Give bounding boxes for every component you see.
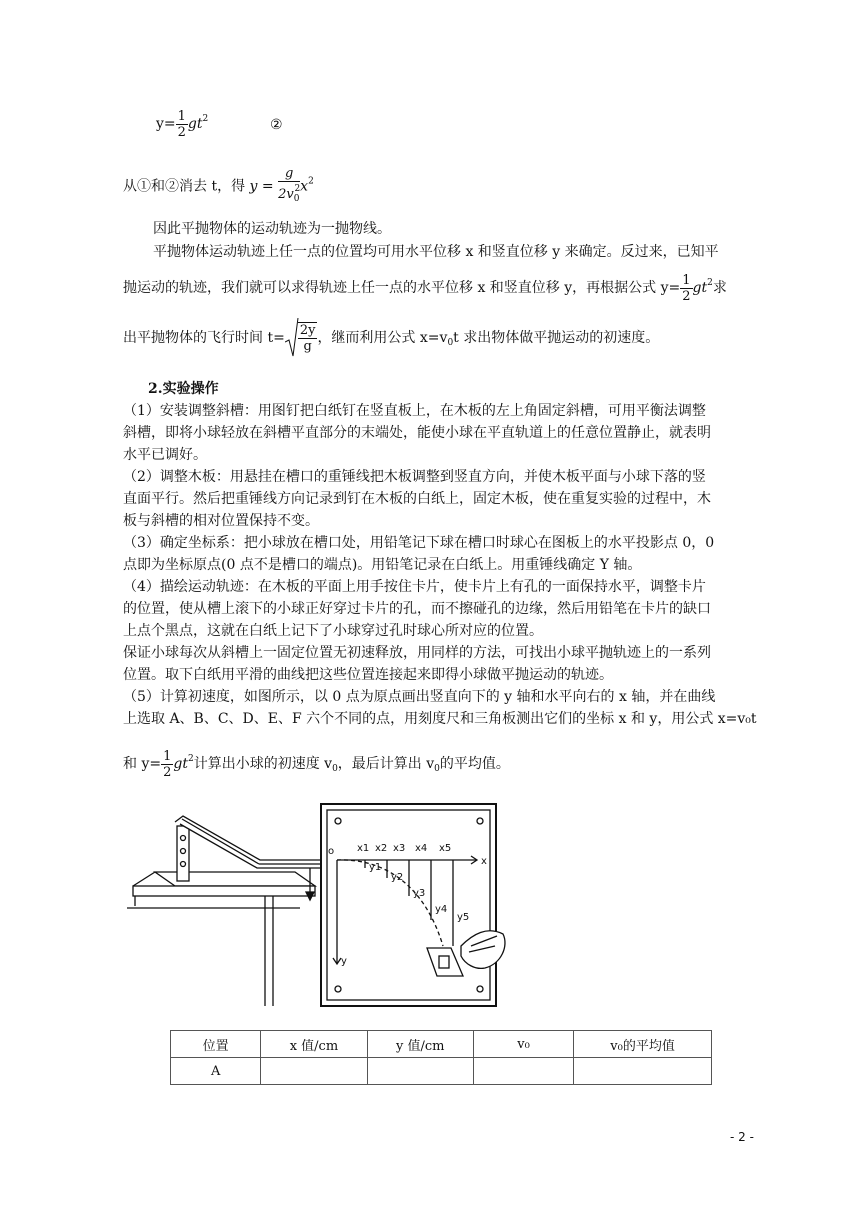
formula-y-half-gt2: y= $\frac{1}{2}$ $gt^2$ xyxy=(156,108,209,140)
y-label: y2 xyxy=(391,872,404,883)
table-header-cell: y 值/cm xyxy=(367,1031,473,1058)
sqrt-2y-over-g: $\frac{2y}{g}$ xyxy=(285,318,318,358)
step-line: 保证小球每次从斜槽上一固定位置无初速释放，用同样的方法，可找出小球平抛轨迹上的一系列 xyxy=(123,645,711,661)
step-line: 位置。取下白纸用平滑的曲线把这些位置连接起来即得小球做平抛运动的轨迹。 xyxy=(123,667,613,683)
paragraph-trajectory-line2: 抛运动的轨迹，我们就可以求得轨迹上任一点的水平位移 x 和竖直位移 y，再根据公式 y= $\frac{1}{2}$ $gt^2$求 xyxy=(123,272,727,304)
step-line: 斜槽，即将小球轻放在斜槽平直部分的末端处，能使小球在平直轨道上的任意位置静止，就表明 xyxy=(123,425,711,441)
x-label: x3 xyxy=(393,843,406,854)
step-line: 水平已调好。 xyxy=(123,447,207,463)
y-label: y5 xyxy=(457,912,470,923)
y-label: y1 xyxy=(369,862,382,873)
eliminate-t-line: 从①和②消去 t，得 y = $\frac{g}{2v_0^2}$ $x^2$ xyxy=(123,166,314,204)
table-header-cell: 位置 xyxy=(171,1031,261,1058)
page-number: - 2 - xyxy=(730,1130,754,1144)
step-line: （1）安装调整斜槽：用图钉把白纸钉在竖直板上，在木板的左上角固定斜槽，可用平衡法调整 xyxy=(123,403,706,419)
table-cell[interactable] xyxy=(261,1058,367,1085)
table-header-cell: v₀的平均值 xyxy=(574,1031,712,1058)
table-cell[interactable] xyxy=(367,1058,473,1085)
paragraph-trajectory-line1: 平抛物体运动轨迹上任一点的位置均可用水平位移 x 和竖直位移 y 来确定。反过来，已知平 xyxy=(153,244,719,260)
step-line: 直面平行。然后把重锤线方向记录到钉在木板的白纸上，固定木板，使在重复实验的过程中，木 xyxy=(123,491,711,507)
step-line: 的位置，使从槽上滚下的小球正好穿过卡片的孔，而不擦碰孔的边缘，然后用铅笔在卡片的缺口 xyxy=(123,601,711,617)
table-cell: A xyxy=(171,1058,261,1085)
x-label: x1 xyxy=(357,843,370,854)
paragraph-parabola: 因此平抛物体的运动轨迹为一抛物线。 xyxy=(153,221,391,237)
step-line: 点即为坐标原点(0 点不是槽口的端点)。用铅笔记录在白纸上。用重锤线确定 Y 轴。 xyxy=(123,557,642,573)
x-label: x2 xyxy=(375,843,388,854)
table-header-cell: v₀ xyxy=(473,1031,573,1058)
step-line: （3）确定坐标系：把小球放在槽口处，用铅笔记下球在槽口时球心在图板上的水平投影点 0，0 xyxy=(123,535,715,551)
apparatus-diagram xyxy=(125,796,520,1018)
steps-block xyxy=(123,400,757,730)
x-label: x5 xyxy=(439,843,452,854)
equation-number-2: ② xyxy=(270,117,283,133)
y-label: y3 xyxy=(413,888,426,899)
table-header-cell: x 值/cm xyxy=(261,1031,367,1058)
step-line: （5）计算初速度，如图所示，以 0 点为原点画出竖直向下的 y 轴和水平向右的 x 轴，并在曲线 xyxy=(123,689,716,705)
step5-formula-line: 和 y= $\frac{1}{2}$ $gt^2$计算出小球的初速度 $v_0$，最后计算出 $v_0$的平均值。 xyxy=(123,748,510,780)
y-axis-label: y xyxy=(341,956,347,967)
x-label: x4 xyxy=(415,843,428,854)
table-row xyxy=(171,1058,712,1085)
table-cell[interactable] xyxy=(473,1058,573,1085)
paragraph-trajectory-line3: 出平抛物体的飞行时间 t= $\frac{2y}{g}$ ，继而利用公式 $x=v_0t$ 求出物体做平抛运动的初速度。 xyxy=(123,318,659,358)
table-cell[interactable] xyxy=(574,1058,712,1085)
step-line: （2）调整木板：用悬挂在槽口的重锤线把木板调整到竖直方向，并使木板平面与小球下落的竖 xyxy=(123,469,706,485)
table-header-row xyxy=(171,1031,712,1058)
step-line: 板与斜槽的相对位置保持不变。 xyxy=(123,513,319,529)
origin-label: o xyxy=(328,846,335,857)
radical-sign-icon xyxy=(285,318,299,358)
x-axis-label: x xyxy=(481,856,487,867)
data-table xyxy=(170,1030,712,1085)
step-line: 上选取 A、B、C、D、E、F 六个不同的点，用刻度尺和三角板测出它们的坐标 x 和 y，用公式 x=v₀t xyxy=(123,711,757,727)
step-line: （4）描绘运动轨迹：在木板的平面上用手按住卡片，使卡片上有孔的一面保持水平，调整卡片 xyxy=(123,579,706,595)
section-title-experiment: 2.实验操作 xyxy=(148,381,219,397)
y-label: y4 xyxy=(435,904,448,915)
step-line: 上点个黑点，这就在白纸上记下了小球穿过孔时球心所对应的位置。 xyxy=(123,623,543,639)
